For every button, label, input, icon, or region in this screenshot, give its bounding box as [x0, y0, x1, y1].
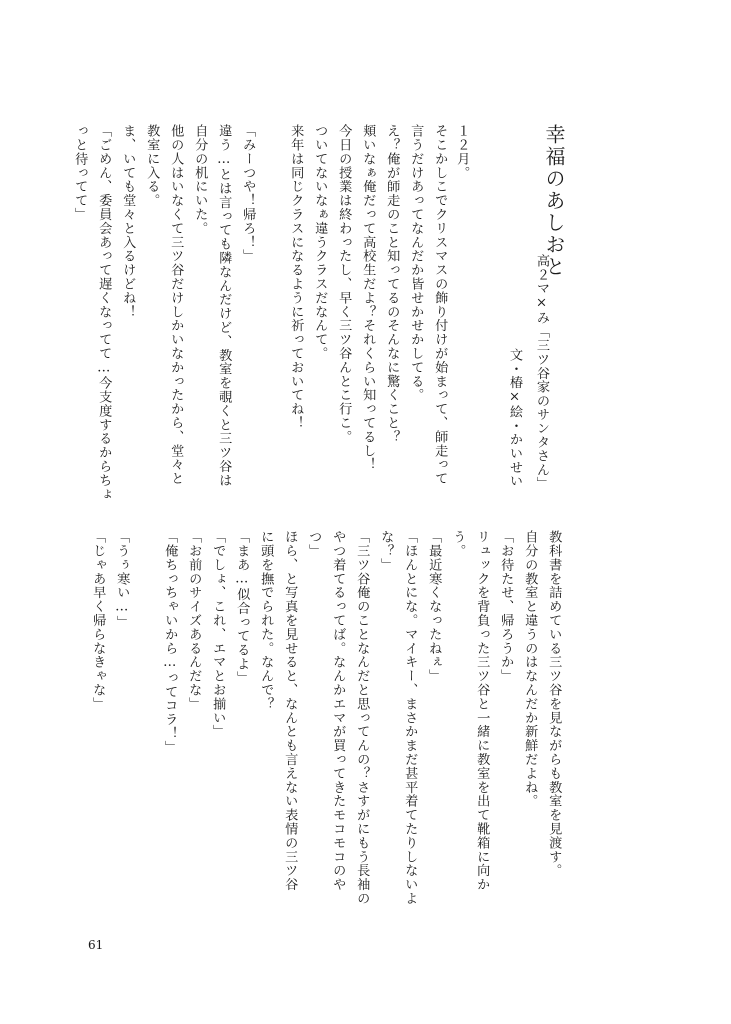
text-column: 来年は同じクラスになるように祈っておいてね！ [288, 124, 304, 430]
text-column: 「みーつや！帰ろ！」 [240, 124, 256, 263]
text-column: 「じゃあ早く帰らなきゃな」 [90, 530, 106, 711]
text-column: 「お前のサイズあるんだな」 [186, 530, 202, 711]
byline-authors: 文・椿×絵・かいせい [507, 348, 522, 488]
story-title: 幸福のあしおと [542, 124, 566, 278]
text-column: 「でしょ、これ、エマとお揃い」 [210, 530, 226, 739]
text-column: ま、いても堂々と入るけどね！ [120, 124, 136, 319]
byline-credit: 高２マ×み「三ツ谷家のサンタさん」 [534, 254, 549, 491]
text-column: な？」 [378, 530, 394, 572]
text-column: 頬いなぁ俺だって高校生だよ？それくらい知ってるし！ [360, 124, 376, 472]
text-column: っと待ってて」 [72, 124, 88, 222]
text-column: ほら、と写真を見せると、なんとも言えない表情の三ツ谷 [282, 530, 298, 892]
text-column: え？俺が師走のこと知ってるのそんなに驚くこと？ [384, 124, 400, 444]
text-column: 今日の授業は終わったし、早く三ツ谷んとこ行こ。 [336, 124, 352, 444]
text-column: 「俺ちっちゃいから…ってコラ！」 [162, 530, 178, 755]
text-column: 「ほんとにな。マイキー、まさかまだ甚平着てたりしないよ [402, 530, 418, 906]
text-column: 「最近寒くなったねぇ」 [426, 530, 442, 683]
text-column: 「うぅ寒い…」 [114, 530, 130, 630]
text-column: そこかしこでクリスマスの飾り付けが始まって、師走って [432, 124, 448, 486]
text-column: やつ着てるってば。なんかエマが買ってきたモコモコのや [330, 530, 346, 892]
text-column: 自分の机にいた。 [192, 124, 208, 236]
text-column: 言うだけあってなんだか皆せかせかしてる。 [408, 124, 424, 402]
text-column: に頭を撫でられた。なんで？ [258, 530, 274, 711]
text-column: 自分の教室と違うのはなんだか新鮮だよね。 [522, 530, 538, 808]
text-column: ついてないなぁ違うクラスだなんて。 [312, 124, 328, 361]
text-column: 教室に入る。 [144, 124, 160, 208]
text-column: 「ごめん、委員会あって遅くなってて…今支度するからちょ [96, 124, 112, 502]
text-column: 「お待たせ、帰ろうか」 [498, 530, 514, 683]
text-column: う。 [450, 530, 466, 558]
text-column: つ」 [306, 530, 322, 558]
page-number: 61 [88, 938, 104, 952]
text-column: 「三ツ谷俺のことなんだと思ってんの？さすがにもう長袖の [354, 530, 370, 906]
text-column: リュックを背負った三ツ谷と一緒に教室を出て靴箱に向か [474, 530, 490, 892]
text-column: 違う…とは言っても隣なんだけど、教室を覗くと三ツ谷は [216, 124, 232, 488]
text-column: 教科書を詰めている三ツ谷を見ながらも教室を見渡す。 [546, 530, 562, 878]
text-column: 「まあ…似合ってるよ」 [234, 530, 250, 685]
text-column: １２月。 [454, 124, 470, 180]
text-column: 他の人はいなくて三ツ谷だけしかいなかったから、堂々と [168, 124, 184, 486]
